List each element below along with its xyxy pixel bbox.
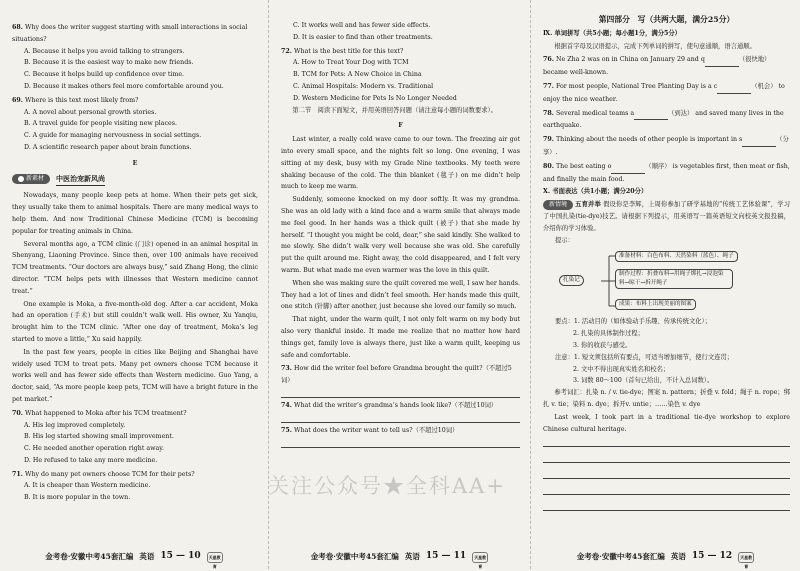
blank-79[interactable] bbox=[742, 134, 776, 147]
passage-e-para-1: Nowadays, many people keep pets at home. When their pets get sick, they usually take them to animal hospitals. There are many medical ways to help them. And now Traditional Chinese Medicine (TCM) is becoming popular for treating animals in China. bbox=[12, 192, 258, 235]
watermark-text: 关注公众号★全科AA+ bbox=[268, 474, 506, 498]
question-72: 72. What is the best title for this text? bbox=[281, 47, 404, 55]
question-70: 70. What happened to Moka after his TCM treatment? bbox=[12, 409, 187, 417]
q71-option-d[interactable]: D. It is easier to find than other treatments. bbox=[293, 33, 433, 41]
passage-f-para-4: That night, under the warm quilt, I not only felt warm on my body but also very thankful inside. It made me realize that no matter how hard things get, family love is always there, just like a warm quilt, keeping us safe and comfortable. bbox=[281, 316, 520, 359]
essay-writing-lines[interactable] bbox=[543, 436, 790, 511]
new-material-tag: 新素材 bbox=[12, 174, 50, 184]
writing-line[interactable] bbox=[543, 452, 790, 463]
q70-option-c[interactable]: C. He needed another operation right away. bbox=[24, 445, 165, 453]
item-76: 76. Ne Zha 2 was on in China on January 29 and q （很快地） became well-known. bbox=[543, 56, 771, 77]
section-9-heading: Ⅸ. 单词拼写（共5小题；每小题1分，满分5分） bbox=[543, 29, 681, 37]
q70-option-a[interactable]: A. His leg improved completely. bbox=[24, 421, 126, 429]
leaf-icon bbox=[18, 176, 24, 182]
question-75: 75. What does the writer want to tell us?（不超过10词） bbox=[281, 426, 459, 434]
question-71: 71. Why do many pet owners choose TCM for their pets? bbox=[12, 470, 195, 478]
q69-option-b[interactable]: B. A travel guide for people visiting new places. bbox=[24, 120, 177, 128]
mindmap-process: 制作过程：折叠布料→用绳子绑扎→浸泡染料→晾干→拆开绳子 bbox=[615, 269, 733, 288]
mindmap-center: 扎染记 bbox=[559, 275, 584, 286]
blank-77[interactable] bbox=[717, 81, 751, 94]
requirement-2: 2. 扎染的具体制作过程； bbox=[573, 330, 644, 338]
question-73: 73. How did the writer feel before Grandma brought the quilt?（不超过5词） bbox=[281, 365, 512, 385]
note-3: 3. 词数 80～100（首句已给出，不计入总词数）。 bbox=[573, 377, 714, 385]
passage-e-banner bbox=[12, 173, 258, 187]
item-78: 78. Several medical teams a （到达） and saved many lives in the earthquake. bbox=[543, 109, 784, 130]
writing-line[interactable] bbox=[543, 484, 790, 495]
q71-option-c[interactable]: C. It works well and has fewer side effects. bbox=[293, 22, 431, 29]
question-69: 69. Where is this text most likely from? bbox=[12, 96, 139, 104]
q70-option-b[interactable]: B. His leg started showing small improvement. bbox=[24, 433, 174, 441]
footer-middle bbox=[279, 551, 520, 569]
footer-brand: 金考卷·安徽中考45套汇编 bbox=[310, 552, 399, 562]
q69-option-a[interactable]: A. A novel about personal growth stories. bbox=[24, 108, 157, 116]
note-2: 2. 文中不得出现真实姓名和校名； bbox=[573, 365, 670, 373]
q68-option-a[interactable]: A. Because it helps you avoid talking to strangers. bbox=[24, 47, 185, 55]
q72-option-d[interactable]: D. Western Medicine for Pets Is No Longer Needed bbox=[293, 94, 457, 102]
footer-subject: 英语 bbox=[404, 552, 420, 562]
passage-e-title: 中医治宠新风尚 bbox=[56, 173, 105, 187]
five-education-label: 五育并举 bbox=[575, 201, 601, 209]
passage-f-para-1: Last winter, a really cold wave came to our town. The freezing air got into every small space, and the nights felt so long. One evening, I was sitting at my desk, busy with my Grade Nine textbooks. My teeth were shaking because of the cold. The thin blanket (毯子) on me didn’t help much to keep me warm. bbox=[281, 136, 520, 191]
mindmap-result: 成果：布料上出现美丽的图案 bbox=[615, 299, 696, 310]
mindmap-materials: 准备材料：白色布料、天然染料（蓝色）、绳子 bbox=[615, 251, 738, 262]
publisher-badge: 天星教育 bbox=[738, 552, 754, 563]
reference-vocabulary: 参考词汇：扎染 n. / v. tie-dye；图案 n. pattern；折叠 v. fold；绳子 n. rope；绑扎 v. tie；染料 n. dye；拆开v. untie；……染色 v. dye bbox=[543, 389, 790, 408]
q69-option-c[interactable]: C. A guide for managing nervousness in social settings. bbox=[24, 132, 202, 140]
q72-option-c[interactable]: C. Animal Hospitals: Modern vs. Traditional bbox=[293, 82, 434, 90]
section-e-heading: E bbox=[132, 159, 138, 167]
q68-option-b[interactable]: B. Because it is the easiest way to make new friends. bbox=[24, 59, 194, 67]
publisher-badge: 天星教育 bbox=[472, 552, 488, 563]
part-2-instructions: 第二节 阅读下面短文，并用英语回答问题（请注意每小题的词数要求）。 bbox=[292, 106, 497, 114]
writing-line[interactable] bbox=[543, 468, 790, 479]
q69-option-d[interactable]: D. A scientific research paper about brain functions. bbox=[24, 143, 192, 151]
passage-e-para-4: In the past few years, people in cities like Beijing and Shanghai have widely used TCM to treat pets. Many pet owners choose TCM because it works well and has fewer side effects than Western medicine. Guo Yang, a doctor, said, “As more people keep pets, TCM will have a bright future in the pet market.” bbox=[12, 348, 258, 403]
writing-line[interactable] bbox=[543, 436, 790, 447]
question-74: 74. What did the writer’s grandma’s hands look like?（不超过10词） bbox=[281, 401, 498, 409]
note-1: 注意：1. 短文须包括所有要点，可适当增加细节，使行文连贯； bbox=[555, 353, 734, 361]
item-77: 77. For most people, National Tree Planting Day is a c （机会） to enjoy the nice weather. bbox=[543, 82, 785, 103]
blank-78[interactable] bbox=[634, 108, 668, 121]
writing-line[interactable] bbox=[543, 500, 790, 511]
blank-80[interactable] bbox=[611, 161, 645, 174]
footer-right bbox=[541, 551, 790, 569]
q71-option-a[interactable]: A. It is cheaper than Western medicine. bbox=[24, 482, 151, 490]
tie-dye-mindmap bbox=[543, 249, 790, 313]
passage-f-para-2: Suddenly, someone knocked on my door softly. It was my grandma. She was an old lady with a kind face and a warm smile that always made me feel good. In her hands was a thick quilt (被子) that she made by herself. “I thought you might be cold, dear,” she said kindly. She walked to me slowly. She didn’t walk very well because she was old. She carefully put the quilt around me. Right away, the cold disappeared, and I felt very warm. But what made me even warmer was the love in this quilt. bbox=[281, 196, 520, 274]
answer-line-75[interactable] bbox=[281, 437, 520, 448]
footer-left bbox=[10, 551, 258, 569]
section-10-heading: Ⅹ. 书面表达（共1小题；满分20分） bbox=[543, 188, 648, 196]
hint-label: 提示： bbox=[555, 236, 574, 244]
page-number: 15 — 11 bbox=[425, 551, 467, 562]
requirement-1: 要点：1. 活动目的（如体验动手乐趣、传承传统文化）； bbox=[555, 318, 711, 326]
q71-option-b[interactable]: B. It is more popular in the town. bbox=[24, 494, 131, 502]
section-9-instructions: 根据首字母及汉语提示，完成下列单词的拼写，使句意通顺，语言通顺。 bbox=[554, 42, 756, 50]
answer-line-73[interactable] bbox=[281, 387, 520, 398]
passage-e-para-3: One example is Moka, a five-month-old dog. After a car accident, Moka had an operation (手术) but still couldn’t walk well. His owner, Xu Yanqiu, brought him to the TCM clinic. “After one day of treatment, Moka’s leg started to move a little,” Xu said happily. bbox=[12, 300, 258, 343]
page-number: 15 — 12 bbox=[691, 551, 733, 562]
publisher-badge: 天星教育 bbox=[207, 552, 223, 563]
new-context-tag: 新情境 bbox=[543, 200, 573, 210]
requirement-3: 3. 你的收获与感受。 bbox=[573, 341, 632, 349]
item-80: 80. The best eating o （顺序） is vegetables first, then meat or fish, and finally the main food. bbox=[543, 162, 790, 183]
passage-f-para-3: When she was making sure the quilt covered me well, I saw her hands. They had a lot of lines and didn’t feel smooth. Her hands made this quilt, one stitch (针脚) after another, just because she loved our family so much. bbox=[281, 279, 520, 311]
q72-option-a[interactable]: A. How to Treat Your Dog with TCM bbox=[293, 59, 409, 67]
part-4-title: 第四部分 写（共两大题，满分25分） bbox=[598, 15, 735, 24]
q72-option-b[interactable]: B. TCM for Pets: A New Choice in China bbox=[293, 71, 422, 79]
section-f-heading: F bbox=[398, 122, 403, 130]
q70-option-d[interactable]: D. He refused to take any more medicine. bbox=[24, 456, 158, 464]
blank-76[interactable] bbox=[705, 54, 739, 67]
passage-e-para-2: Several months ago, a TCM clinic (门诊) opened in an animal hospital in Shenyang, Liaoning Province. Since then, over 100 animals have received TCM treatments. “Our doctors are always busy,” said Zhang Hong, the clinic director. “TCM helps pets with illnesses that Western medicine cannot treat.” bbox=[12, 240, 258, 295]
footer-brand: 金考卷·安徽中考45套汇编 bbox=[576, 552, 665, 562]
answer-line-74[interactable] bbox=[281, 412, 520, 423]
page-left bbox=[0, 0, 268, 569]
question-68: 68. Why does the writer suggest starting with small interactions in social situations? bbox=[12, 24, 248, 43]
q68-option-d[interactable]: D. Because it makes others feel more comfortable around you. bbox=[24, 82, 224, 90]
page-right bbox=[530, 0, 800, 569]
footer-subject: 英语 bbox=[139, 552, 155, 562]
essay-opening: Last week, I took part in a traditional tie-dye workshop to explore Chinese cultural heritage. bbox=[543, 413, 790, 433]
section-10-prompt: 新情境 五育并举 假设你是李辉，上周你参加了研学基地的“传统工艺体验课”，学习了中国扎染(tie-dye)技艺。请根据下列提示，用英语写一篇英语短文向校英文报投稿，介绍你的学习体验。 bbox=[543, 201, 790, 232]
item-79: 79. Thinking about the needs of other people is important in s （分享）. bbox=[543, 136, 789, 156]
q68-option-c[interactable]: C. Because it helps build up confidence over time. bbox=[24, 71, 185, 79]
footer-subject: 英语 bbox=[670, 552, 686, 562]
footer-brand: 金考卷·安徽中考45套汇编 bbox=[45, 552, 134, 562]
page-number: 15 — 10 bbox=[160, 551, 201, 562]
